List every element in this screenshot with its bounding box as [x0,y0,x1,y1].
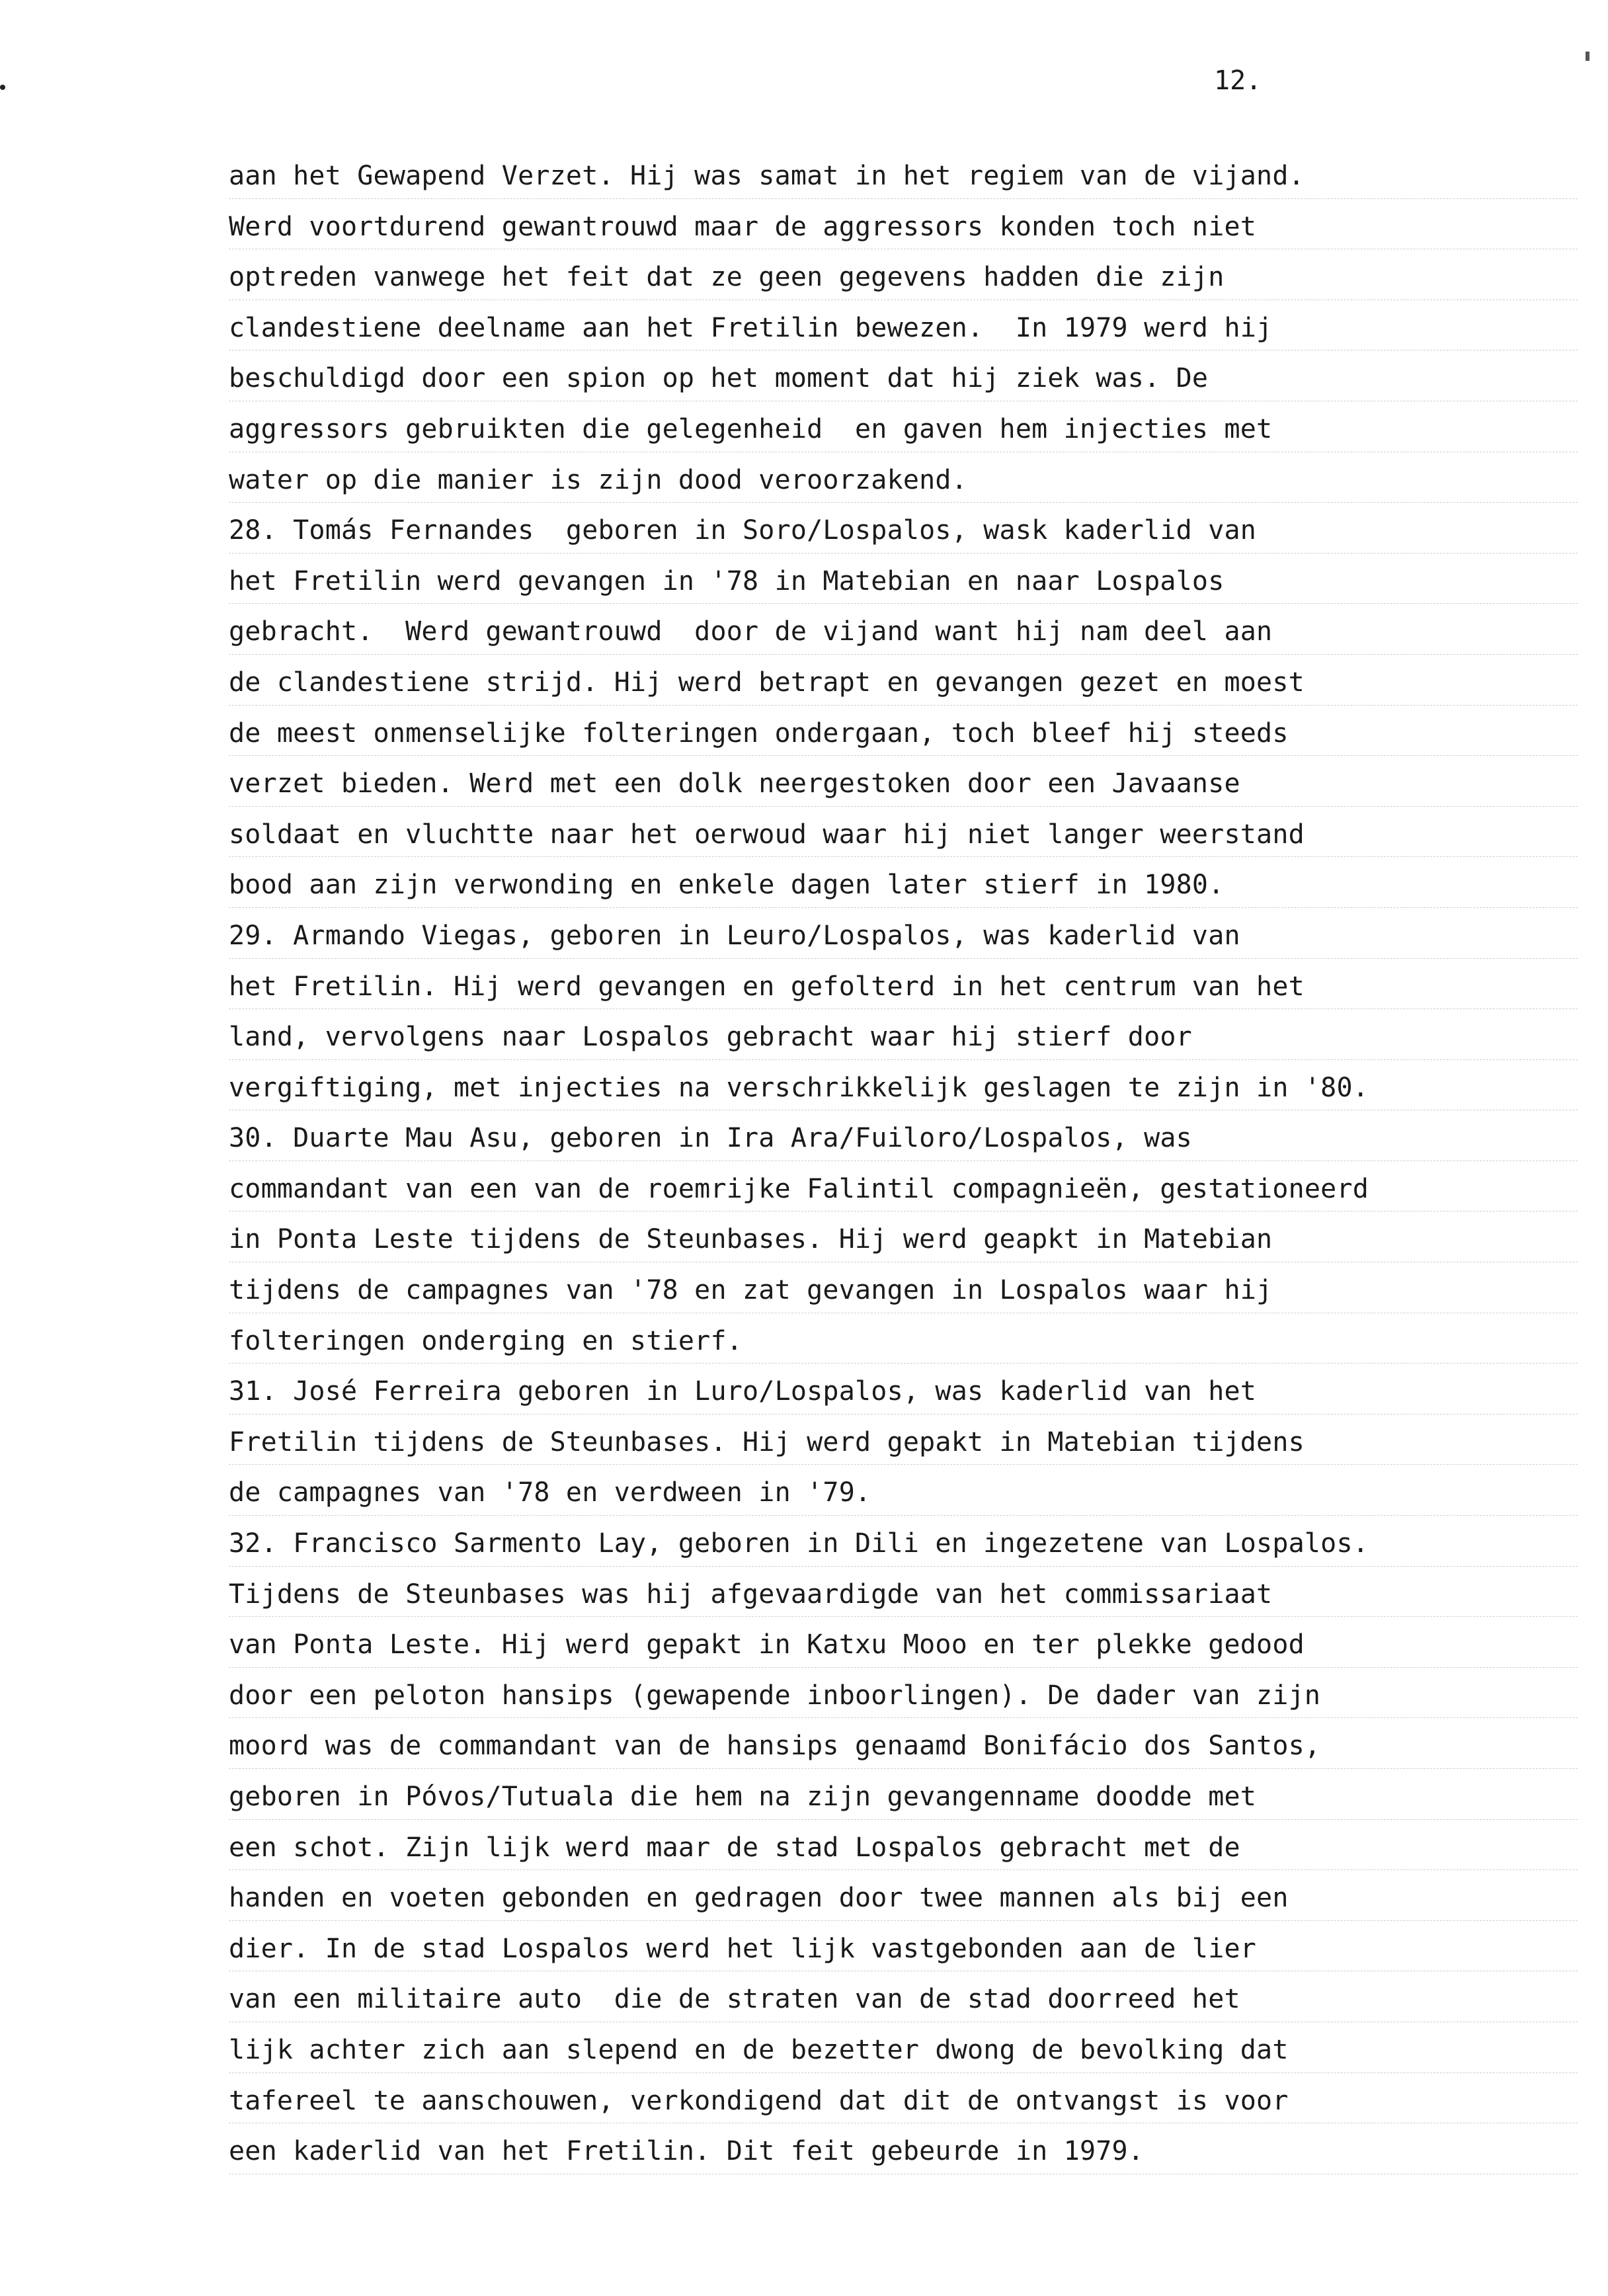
text-line: de campagnes van '78 en verdween in '79. [229,1467,1498,1518]
text-line: folteringen onderging en stierf. [229,1316,1498,1367]
text-line: commandant van een van de roemrijke Falintil compagnieën, gestationeerd [229,1164,1498,1215]
text-line: aan het Gewapend Verzet. Hij was samat in het regiem van de vijand. [229,151,1498,202]
text-line: optreden vanwege het feit dat ze geen gegevens hadden die zijn [229,252,1498,303]
text-line: het Fretilin. Hij werd gevangen en gefolterd in het centrum van het [229,962,1498,1012]
text-line: van een militaire auto die de straten van de stad doorreed het [229,1974,1498,2025]
text-line: aggressors gebruikten die gelegenheid en gaven hem injecties met [229,404,1498,455]
text-line: gebracht. Werd gewantrouwd door de vijand want hij nam deel aan [229,606,1498,657]
text-line: verzet bieden. Werd met een dolk neergestoken door een Javaanse [229,758,1498,809]
text-line: Werd voortdurend gewantrouwd maar de aggressors konden toch niet [229,202,1498,253]
text-line: van Ponta Leste. Hij werd gepakt in Katxu Mooo en ter plekke gedood [229,1620,1498,1670]
text-line: vergiftiging, met injecties na verschrikkelijk geslagen te zijn in '80. [229,1063,1498,1114]
text-line: een kaderlid van het Fretilin. Dit feit gebeurde in 1979. [229,2126,1498,2177]
text-line: 30. Duarte Mau Asu, geboren in Ira Ara/Fuiloro/Lospalos, was [229,1113,1498,1164]
text-line: moord was de commandant van de hansips genaamd Bonifácio dos Santos, [229,1721,1498,1772]
corner-mark [1586,52,1589,61]
text-line: Tijdens de Steunbases was hij afgevaardigde van het commissariaat [229,1569,1498,1620]
typewritten-body [229,151,1498,2177]
text-line: geboren in Póvos/Tutuala die hem na zijn gevangenname doodde met [229,1772,1498,1823]
text-line: tafereel te aanschouwen, verkondigend dat dit de ontvangst is voor [229,2076,1498,2127]
text-line: in Ponta Leste tijdens de Steunbases. Hij werd geapkt in Matebian [229,1214,1498,1265]
text-line: door een peloton hansips (gewapende inboorlingen). De dader van zijn [229,1670,1498,1721]
text-line: 31. José Ferreira geboren in Luro/Lospalos, was kaderlid van het [229,1366,1498,1417]
text-line: 32. Francisco Sarmento Lay, geboren in Dili en ingezetene van Lospalos. [229,1518,1498,1569]
text-line: water op die manier is zijn dood veroorzakend. [229,455,1498,506]
text-line: bood aan zijn verwonding en enkele dagen later stierf in 1980. [229,860,1498,911]
text-line: een schot. Zijn lijk werd maar de stad Lospalos gebracht met de [229,1823,1498,1873]
text-line: Fretilin tijdens de Steunbases. Hij werd gepakt in Matebian tijdens [229,1417,1498,1468]
text-line: handen en voeten gebonden en gedragen door twee mannen als bij een [229,1873,1498,1924]
text-line: het Fretilin werd gevangen in '78 in Matebian en naar Lospalos [229,556,1498,607]
text-line: tijdens de campagnes van '78 en zat gevangen in Lospalos waar hij [229,1265,1498,1316]
text-line: beschuldigd door een spion op het moment dat hij ziek was. De [229,353,1498,404]
text-line: lijk achter zich aan slepend en de bezetter dwong de bevolking dat [229,2025,1498,2076]
text-line: de meest onmenselijke folteringen ondergaan, toch bleef hij steeds [229,708,1498,759]
text-line: de clandestiene strijd. Hij werd betrapt en gevangen gezet en moest [229,657,1498,708]
text-line: land, vervolgens naar Lospalos gebracht waar hij stierf door [229,1012,1498,1063]
text-line: soldaat en vluchtte naar het oerwoud waar hij niet langer weerstand [229,809,1498,860]
text-line: 28. Tomás Fernandes geboren in Soro/Lospalos, wask kaderlid van [229,505,1498,556]
page-number: 12. [1214,65,1262,96]
text-line: dier. In de stad Lospalos werd het lijk vastgebonden aan de lier [229,1924,1498,1975]
margin-punch-mark [0,85,5,90]
text-line: clandestiene deelname aan het Fretilin bewezen. In 1979 werd hij [229,303,1498,354]
text-line: 29. Armando Viegas, geboren in Leuro/Lospalos, was kaderlid van [229,911,1498,962]
